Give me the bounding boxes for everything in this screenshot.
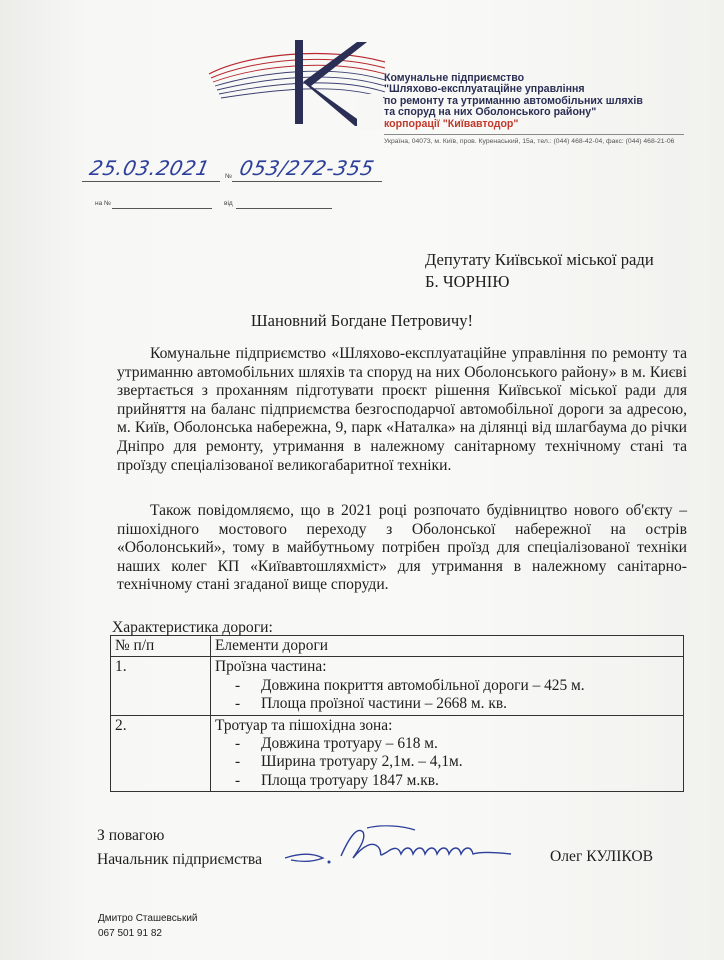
closing-block xyxy=(97,824,262,872)
org-line: "Шляхово-експлуатаційне управління xyxy=(384,83,585,96)
table-header-row xyxy=(111,636,684,657)
row-title: Проїзна частина: xyxy=(215,658,327,676)
paragraph-text: Також повідомляємо, що в 2021 році розпочато будівництво нового об'єкту – пішохідного мостового переходу з Оболонської набережної на острів «Оболонський», тому в майбутньому потрібен проїзд для спеціалізованої техніки наших колег КП «Київавтошляхміст» для утримання в належному санітарно-технічному стані згаданої вище споруди. xyxy=(117,502,687,594)
organization-name xyxy=(384,73,674,130)
dash-bullet: - xyxy=(235,771,241,789)
company-address: Україна, 04073, м. Київ, пров. Куренаський, 15а, тел.: (044) 468-42-04, факс: (044) 468-21-06 xyxy=(384,138,675,145)
list-item xyxy=(215,735,679,753)
ref-date-line xyxy=(236,208,332,209)
signer-name: Олег КУЛІКОВ xyxy=(550,848,654,865)
addressee-block xyxy=(425,249,654,293)
row-content xyxy=(211,657,684,715)
table-caption: Характеристика дороги: xyxy=(112,619,273,636)
ref-date-label: від xyxy=(224,200,233,207)
date-underline xyxy=(82,181,220,182)
list-item xyxy=(215,695,679,713)
list-item xyxy=(215,753,679,771)
company-logo-icon xyxy=(207,34,387,134)
item-text: Довжина тротуару – 618 м. xyxy=(261,735,438,753)
item-text: Ширина тротуару 2,1м. – 4,1м. xyxy=(261,753,463,771)
executor-name: Дмитро Сташевський xyxy=(98,913,198,924)
row-number: 2. xyxy=(111,715,211,792)
dash-bullet: - xyxy=(235,753,241,771)
table-row xyxy=(111,715,684,792)
header-divider xyxy=(384,134,684,135)
addressee-position: Депутату Київської міської ради xyxy=(425,250,654,269)
row-title: Тротуар та пішохідна зона: xyxy=(215,716,393,734)
number-sign: № xyxy=(225,173,232,180)
signer-position: Начальник підприємства xyxy=(97,851,262,868)
body-paragraph-1 xyxy=(117,345,687,475)
signature-icon xyxy=(283,818,553,874)
row-content xyxy=(211,715,684,792)
road-characteristics-table xyxy=(110,635,684,792)
salutation: Шановний Богдане Петровичу! xyxy=(250,311,474,330)
table-row xyxy=(111,657,684,715)
header-cell-number: № п/п xyxy=(111,636,211,657)
item-text: Довжина покриття автомобільної дороги – 425 м. xyxy=(261,676,585,694)
header-cell-elements: Елементи дороги xyxy=(211,636,684,657)
ref-number-line xyxy=(112,208,212,209)
dash-bullet: - xyxy=(235,735,241,753)
row-number: 1. xyxy=(111,657,211,715)
corporation-line: корпорації "Київавтодор" xyxy=(384,117,519,130)
dash-bullet: - xyxy=(235,695,241,713)
handwritten-reg-number: 053/272-355 xyxy=(237,156,377,180)
addressee-name: Б. ЧОРНІЮ xyxy=(425,272,510,291)
closing-regards: З повагою xyxy=(97,827,165,844)
handwritten-date: 25.03.2021 xyxy=(87,156,213,180)
org-line: та споруд на них Оболонського району" xyxy=(384,106,597,119)
org-line: Комунальне підприємство xyxy=(384,72,525,84)
body-paragraph-2 xyxy=(117,502,687,595)
list-item xyxy=(215,677,679,695)
org-line: по ремонту та утриманню автомобільних шляхів xyxy=(384,94,643,107)
executor-block xyxy=(98,912,198,941)
number-underline xyxy=(232,181,382,182)
dash-bullet: - xyxy=(235,676,241,694)
item-text: Площа тротуару 1847 м.кв. xyxy=(261,771,439,789)
executor-phone: 067 501 91 82 xyxy=(98,927,162,939)
ref-number-label: на № xyxy=(95,200,111,207)
list-item xyxy=(215,772,679,790)
item-text: Площа проїзної частини – 2668 м. кв. xyxy=(261,695,507,713)
paragraph-text: Комунальне підприємство «Шляхово-експлуатаційне управління по ремонту та утриманню автомобільних шляхів та споруд на них Оболонського району» в м. Києві звертається з проханням підготувати проєкт рішення Київської міської ради для прийняття на баланс підприємства безгосподарчої автомобільної дороги за адресою, м. Київ, Оболонська набережна, 9, парк «Наталка» на ділянці від шлагбаума до річки Дніпро для ремонту, утримання в належному санітарному технічному стані та проїзду спеціалізованої великогабаритної техніки. xyxy=(117,345,687,474)
